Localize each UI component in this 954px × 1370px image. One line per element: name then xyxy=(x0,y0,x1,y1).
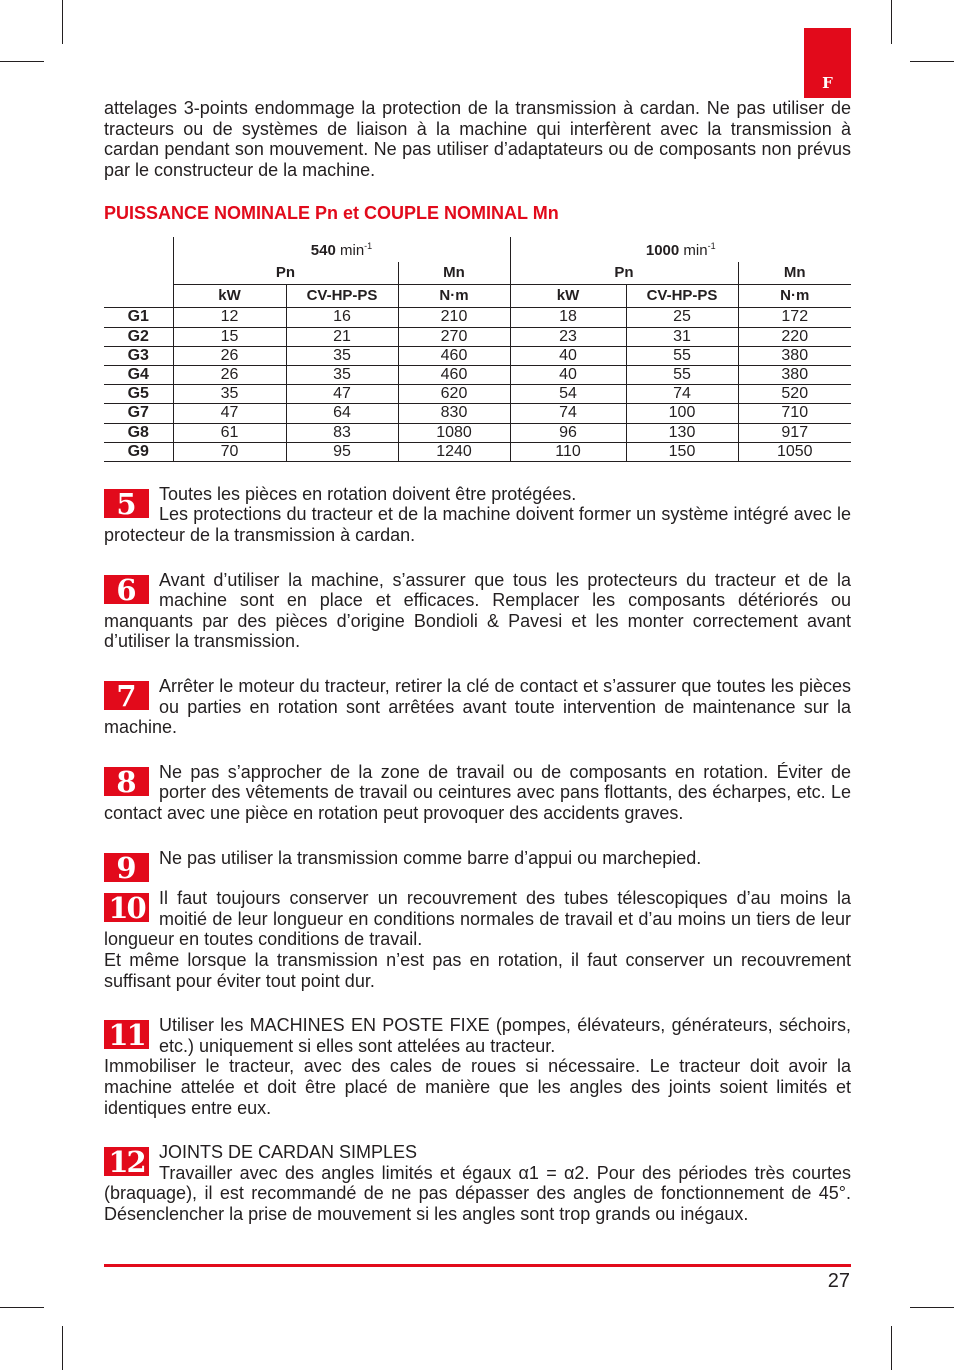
item-paragraph: JOINTS DE CARDAN SIMPLES xyxy=(159,1142,418,1163)
intro-paragraph: attelages 3-points endommage la protection de la transmission à cardan. Ne pas utiliser de tracteurs ou de systèmes de liaison à la machine qui interfèrent avec la transmission à cardan pendant son mouvement. Ne pas utiliser d’adaptateurs ou de composants non prévus par le constructeur de la machine. xyxy=(104,98,851,180)
nm-cell: 220 xyxy=(738,327,851,346)
cv-cell: 31 xyxy=(626,327,738,346)
crop-mark xyxy=(910,61,954,62)
nm-cell: 1050 xyxy=(738,442,851,461)
item-paragraph: Ne pas s’approcher de la zone de travail ou de composants en rotation. Éviter de porter des vêtements de travail ou ceintures avec pans flottants, des écharpes, etc. Le contact avec une pièce en rotation peut provoquer des accidents graves. xyxy=(104,761,851,823)
pn-header: Pn xyxy=(173,262,398,285)
cv-cell: 95 xyxy=(286,442,398,461)
group-cell: G7 xyxy=(104,404,173,423)
cv-cell: 83 xyxy=(286,423,398,442)
nm-cell: 1080 xyxy=(398,423,510,442)
item-number-badge: 12 xyxy=(104,1147,149,1176)
language-tab-letter: F xyxy=(822,74,833,92)
nm-header: N·m xyxy=(738,285,851,308)
item-paragraph: Et même lorsque la transmission n’est pas en rotation, il faut conserver un recouvrement suffisant pour éviter tout point dur. xyxy=(104,949,851,991)
crop-mark xyxy=(0,1307,44,1308)
nm-header: N·m xyxy=(398,285,510,308)
kw-cell: 54 xyxy=(510,385,626,404)
cv-cell: 35 xyxy=(286,365,398,384)
cv-cell: 47 xyxy=(286,385,398,404)
nm-cell: 460 xyxy=(398,346,510,365)
item-number-badge: 8 xyxy=(104,767,149,796)
table-row xyxy=(104,423,851,442)
item-paragraph: Travailler avec des angles limités et égaux α1 = α2. Pour des périodes très courtes (braquage), il est recommandé de ne pas dépasser des angles de fonctionnement de 45°. Désenclencher la prise de mouvement si les angles sont trop grands ou inégaux. xyxy=(104,1162,851,1224)
nm-cell: 460 xyxy=(398,365,510,384)
safety-item-7 xyxy=(104,676,851,738)
cv-cell: 150 xyxy=(626,442,738,461)
kw-cell: 26 xyxy=(173,346,286,365)
table-row xyxy=(104,308,851,327)
nm-cell: 270 xyxy=(398,327,510,346)
crop-mark xyxy=(891,0,892,44)
item-paragraph: Immobiliser le tracteur, avec des cales de roues si nécessaire. Le tracteur doit avoir la machine attelée et doit être placé de manière que les angles des joints soient limités et identiques entre eux. xyxy=(104,1056,851,1118)
crop-mark xyxy=(62,1326,63,1370)
safety-item-6 xyxy=(104,570,851,652)
cv-header: CV-HP-PS xyxy=(286,285,398,308)
nm-cell: 1240 xyxy=(398,442,510,461)
cv-cell: 25 xyxy=(626,308,738,327)
cv-cell: 130 xyxy=(626,423,738,442)
table-row xyxy=(104,442,851,461)
crop-mark xyxy=(910,1307,954,1308)
group-cell: G8 xyxy=(104,423,173,442)
cv-cell: 64 xyxy=(286,404,398,423)
table-row xyxy=(104,385,851,404)
nm-cell: 210 xyxy=(398,308,510,327)
nm-cell: 620 xyxy=(398,385,510,404)
item-number-badge: 7 xyxy=(104,681,149,710)
safety-item-5 xyxy=(104,484,851,546)
item-paragraph: Ne pas utiliser la transmission comme barre d’appui ou marchepied. xyxy=(159,847,702,868)
page-content xyxy=(104,98,851,1225)
nm-cell: 917 xyxy=(738,423,851,442)
kw-cell: 40 xyxy=(510,365,626,384)
item-paragraph: Il faut toujours conserver un recouvrement des tubes télescopiques d’au moins la moitié de leur longueur en conditions normales de travail et d’au moins un tiers de leur longueur en toutes conditions de travail. xyxy=(104,888,851,950)
nm-cell: 380 xyxy=(738,365,851,384)
kw-cell: 18 xyxy=(510,308,626,327)
kw-cell: 74 xyxy=(510,404,626,423)
group-cell: G1 xyxy=(104,308,173,327)
nm-cell: 380 xyxy=(738,346,851,365)
table-row xyxy=(104,346,851,365)
kw-cell: 110 xyxy=(510,442,626,461)
cv-cell: 21 xyxy=(286,327,398,346)
kw-cell: 15 xyxy=(173,327,286,346)
kw-cell: 35 xyxy=(173,385,286,404)
cv-header: CV-HP-PS xyxy=(626,285,738,308)
crop-mark xyxy=(891,1326,892,1370)
cv-cell: 55 xyxy=(626,365,738,384)
kw-header: kW xyxy=(173,285,286,308)
item-number-badge: 10 xyxy=(104,893,149,922)
kw-cell: 96 xyxy=(510,423,626,442)
cv-cell: 100 xyxy=(626,404,738,423)
item-paragraph: Arrêter le moteur du tracteur, retirer la clé de contact et s’assurer que toutes les pièces ou parties en rotation sont arrêtées avant toute intervention de maintenance sur la machine. xyxy=(104,676,851,738)
kw-cell: 23 xyxy=(510,327,626,346)
section-title: PUISSANCE NOMINALE Pn et COUPLE NOMINAL Mn xyxy=(104,203,559,224)
group-cell: G9 xyxy=(104,442,173,461)
kw-cell: 70 xyxy=(173,442,286,461)
language-tab xyxy=(804,28,851,98)
item-number-badge: 5 xyxy=(104,489,149,518)
safety-item-9 xyxy=(104,847,851,885)
kw-cell: 26 xyxy=(173,365,286,384)
crop-mark xyxy=(62,0,63,44)
kw-cell: 61 xyxy=(173,423,286,442)
group-cell: G3 xyxy=(104,346,173,365)
safety-item-8 xyxy=(104,762,851,824)
safety-item-10 xyxy=(104,888,851,991)
pn-header: Pn xyxy=(510,262,738,285)
cv-cell: 16 xyxy=(286,308,398,327)
kw-cell: 40 xyxy=(510,346,626,365)
page-number: 27 xyxy=(827,1270,850,1292)
group-cell: G4 xyxy=(104,365,173,384)
table-row xyxy=(104,327,851,346)
kw-header: kW xyxy=(510,285,626,308)
kw-cell: 12 xyxy=(173,308,286,327)
safety-item-11 xyxy=(104,1015,851,1118)
power-torque-table xyxy=(104,237,851,462)
nm-cell: 520 xyxy=(738,385,851,404)
item-number-badge: 9 xyxy=(104,853,149,882)
item-paragraph: Toutes les pièces en rotation doivent être protégées. xyxy=(159,483,577,504)
mn-header: Mn xyxy=(738,262,851,285)
kw-cell: 47 xyxy=(173,404,286,423)
cv-cell: 74 xyxy=(626,385,738,404)
table-row xyxy=(104,365,851,384)
nm-cell: 830 xyxy=(398,404,510,423)
item-paragraph: Les protections du tracteur et de la machine doivent former un système intégré avec le protecteur de la transmission à cardan. xyxy=(104,504,851,546)
table-row xyxy=(104,404,851,423)
item-paragraph: Avant d’utiliser la machine, s’assurer que tous les protecteurs du tracteur et de la machine sont en place et efficaces. Remplacer les composants détériorés ou manquants par des pièces d’origine Bondioli & Pavesi et les monter correctement avant d’utiliser la transmission. xyxy=(104,569,851,652)
mn-header: Mn xyxy=(398,262,510,285)
nm-cell: 172 xyxy=(738,308,851,327)
cv-cell: 35 xyxy=(286,346,398,365)
group-cell: G2 xyxy=(104,327,173,346)
cv-cell: 55 xyxy=(626,346,738,365)
nm-cell: 710 xyxy=(738,404,851,423)
safety-item-12 xyxy=(104,1142,851,1224)
crop-mark xyxy=(0,61,44,62)
item-paragraph: Utiliser les MACHINES EN POSTE FIXE (pompes, élévateurs, générateurs, séchoirs, etc.) uniquement si elles sont attelées au tracteur. xyxy=(159,1015,851,1056)
item-number-badge: 11 xyxy=(104,1020,149,1049)
footer-rule xyxy=(104,1264,851,1267)
item-number-badge: 6 xyxy=(104,575,149,604)
speed-540-header: 540 $\min^{-1}$ xyxy=(173,237,510,262)
group-cell: G5 xyxy=(104,385,173,404)
speed-1000-header: 1000 $\min^{-1}$ xyxy=(510,237,851,262)
